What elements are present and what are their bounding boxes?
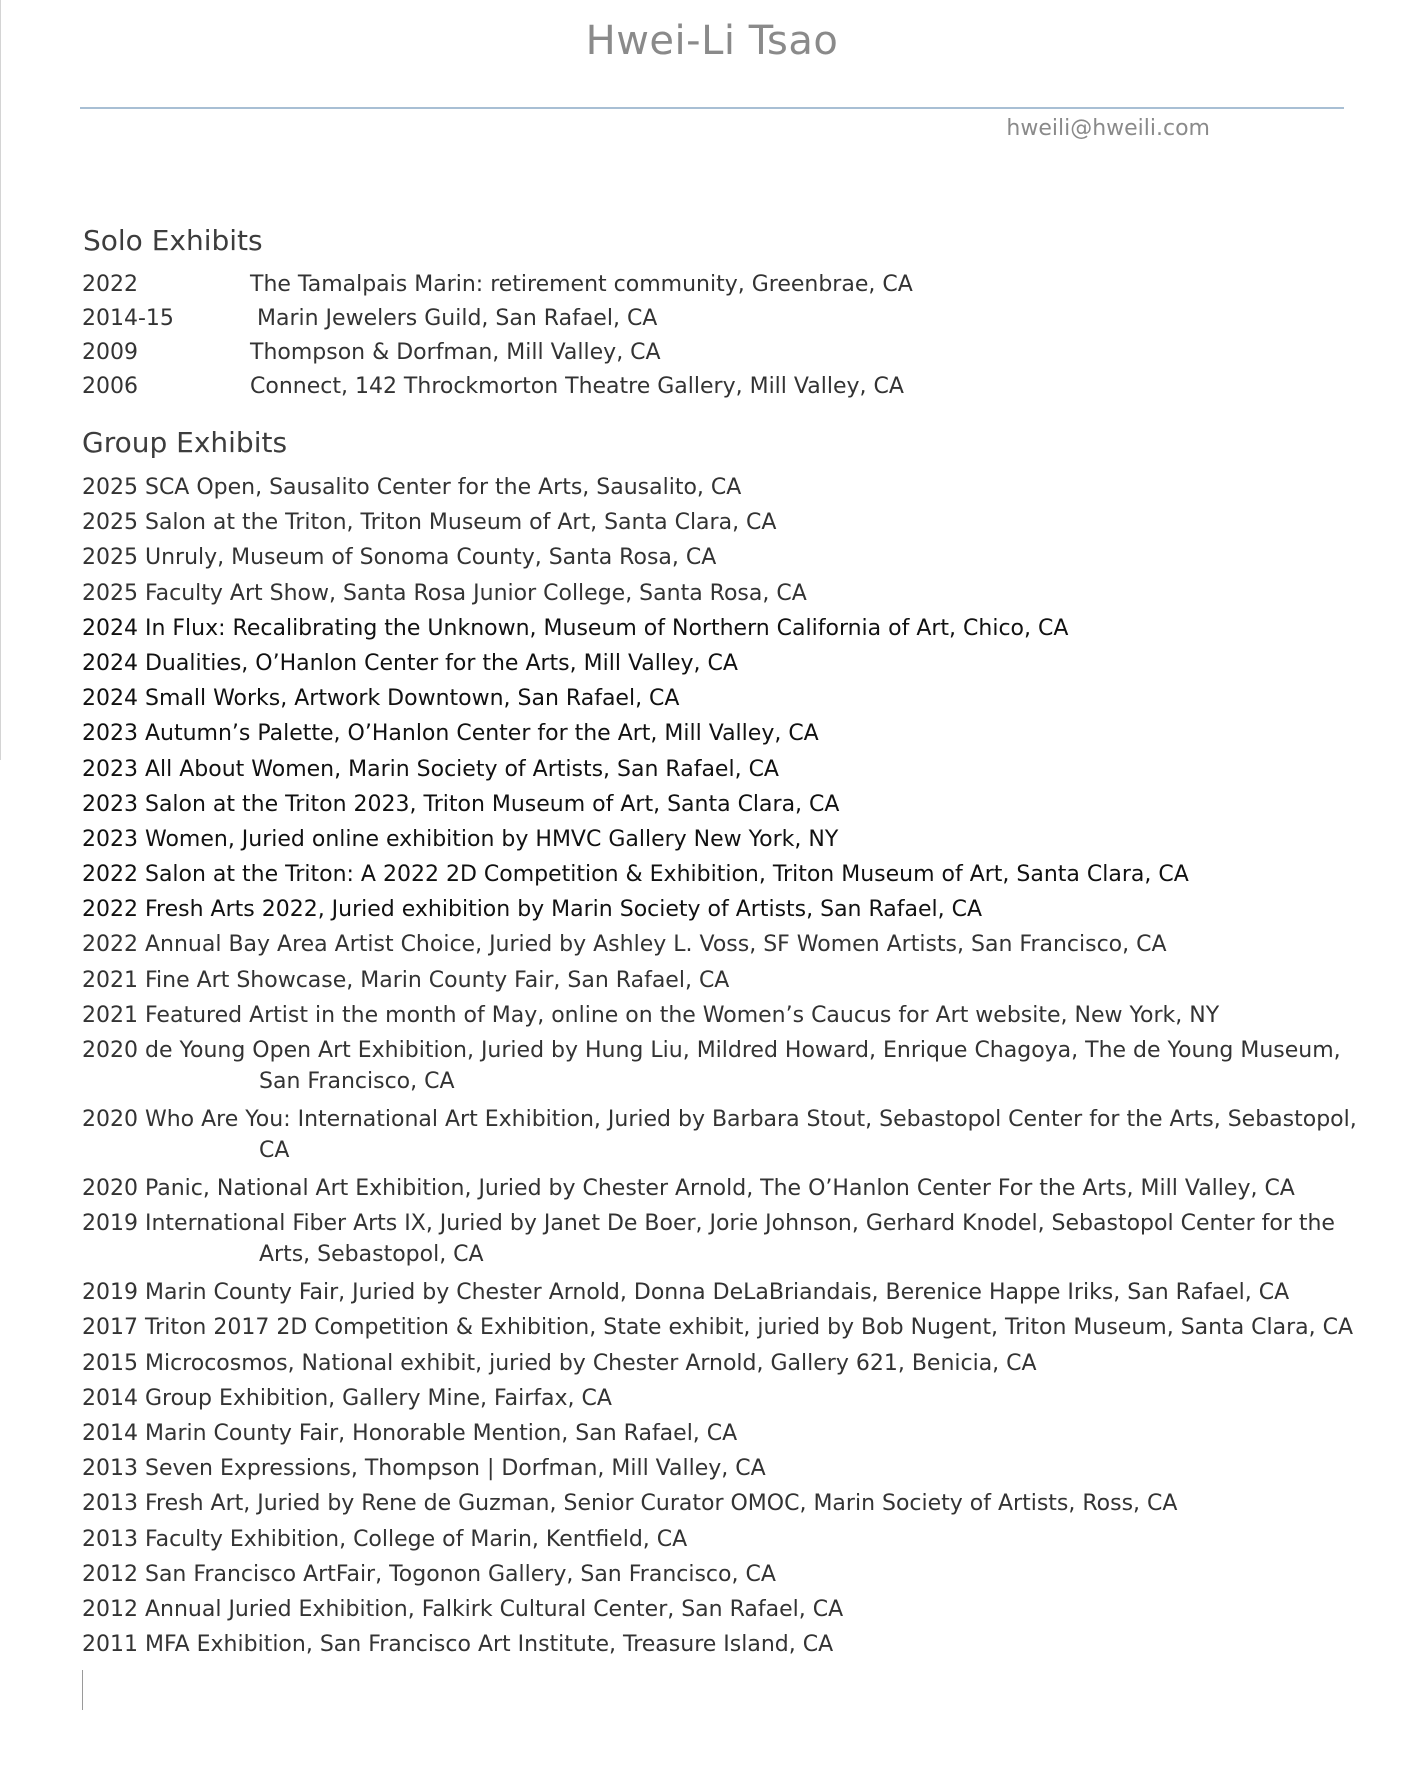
group-exhibit-row — [82, 893, 1362, 928]
group-exhibit-text: 2022 Fresh Arts 2022, Juried exhibition by Marin Society of Artists, San Rafael, CA — [82, 897, 983, 923]
solo-exhibit-year: 2022 — [82, 272, 138, 297]
group-exhibit-text: 2020 de Young Open Art Exhibition, Juried by Hung Liu, Mildred Howard, Enrique Chagoya, The de Young Museum, — [82, 1038, 1341, 1063]
group-exhibit-text: 2017 Triton 2017 2D Competition & Exhibition, State exhibit, juried by Bob Nugent, Triton Museum, Santa Clara, CA — [82, 1315, 1354, 1341]
group-exhibit-text: 2023 Salon at the Triton 2023, Triton Museum of Art, Santa Clara, CA — [82, 791, 840, 817]
group-exhibit-row — [82, 1311, 1362, 1346]
group-exhibit-row — [82, 1382, 1362, 1417]
group-exhibit-row — [82, 647, 1362, 682]
group-exhibit-text: 2020 Who Are You: International Art Exhibition, Juried by Barbara Stout, Sebastopol Center for the Arts, Sebastopol, — [82, 1107, 1357, 1132]
group-exhibits-heading: Group Exhibits — [82, 426, 288, 459]
solo-exhibit-year: 2014-15 — [82, 306, 174, 331]
group-exhibits-list — [82, 471, 1362, 1663]
group-exhibit-row — [82, 506, 1362, 541]
group-exhibit-text: 2014 Marin County Fair, Honorable Mention, San Rafael, CA — [82, 1420, 738, 1446]
group-exhibit-text: 2013 Faculty Exhibition, College of Marin, Kentfield, CA — [82, 1526, 688, 1552]
group-exhibit-text: 2019 Marin County Fair, Juried by Chester Arnold, Donna DeLaBriandais, Berenice Happe Iriks, San Rafael, CA — [82, 1280, 1290, 1306]
group-exhibit-row — [82, 788, 1362, 823]
group-exhibit-text: 2014 Group Exhibition, Gallery Mine, Fairfax, CA — [82, 1385, 612, 1411]
group-exhibit-text: 2024 Dualities, O’Hanlon Center for the Arts, Mill Valley, CA — [82, 650, 738, 676]
solo-exhibit-row — [82, 268, 1382, 302]
group-exhibit-row — [82, 541, 1362, 576]
solo-exhibit-text: Connect, 142 Throckmorton Theatre Gallery, Mill Valley, CA — [250, 374, 904, 399]
group-exhibit-text: 2023 Autumn’s Palette, O’Hanlon Center for the Art, Mill Valley, CA — [82, 721, 819, 747]
text-cursor — [82, 1670, 83, 1710]
group-exhibit-text: 2021 Fine Art Showcase, Marin County Fair, San Rafael, CA — [82, 967, 730, 993]
group-exhibit-row — [82, 717, 1362, 752]
group-exhibit-row — [82, 1593, 1362, 1628]
group-exhibit-row — [82, 858, 1362, 893]
group-exhibit-text: 2013 Fresh Art, Juried by Rene de Guzman, Senior Curator OMOC, Marin Society of Artists, Ross, CA — [82, 1491, 1178, 1517]
group-exhibit-text: 2021 Featured Artist in the month of May, online on the Women’s Caucus for Art website, New York, NY — [82, 1002, 1220, 1028]
group-exhibit-row — [82, 964, 1362, 999]
group-exhibit-text: 2025 SCA Open, Sausalito Center for the Arts, Sausalito, CA — [82, 475, 742, 500]
solo-exhibit-year: 2009 — [82, 340, 138, 365]
group-exhibit-row — [82, 999, 1362, 1034]
group-exhibit-row — [82, 1103, 1362, 1172]
group-exhibit-text: 2011 MFA Exhibition, San Francisco Art Institute, Treasure Island, CA — [82, 1632, 834, 1658]
group-exhibit-text: 2013 Seven Expressions, Thompson | Dorfman, Mill Valley, CA — [82, 1456, 766, 1482]
group-exhibit-row — [82, 577, 1362, 612]
group-exhibit-row — [82, 1452, 1362, 1487]
group-exhibit-text: 2022 Annual Bay Area Artist Choice, Juried by Ashley L. Voss, SF Women Artists, San Francisco, CA — [82, 932, 1167, 958]
group-exhibit-continuation: San Francisco, CA — [259, 1069, 455, 1094]
artist-email: hweili@hweili.com — [1006, 116, 1210, 141]
group-exhibit-row — [82, 1207, 1362, 1276]
group-exhibit-row — [82, 753, 1362, 788]
group-exhibit-row — [82, 682, 1362, 717]
artist-name-heading: Hwei-Li Tsao — [585, 18, 839, 64]
group-exhibit-continuation: CA — [259, 1138, 290, 1163]
solo-exhibit-text: Marin Jewelers Guild, San Rafael, CA — [250, 306, 658, 331]
group-exhibit-text: 2020 Panic, National Art Exhibition, Juried by Chester Arnold, The O’Hanlon Center For the Arts, Mill Valley, CA — [82, 1176, 1295, 1201]
group-exhibit-row — [82, 1558, 1362, 1593]
group-exhibit-row — [82, 612, 1362, 647]
group-exhibit-text: 2012 San Francisco ArtFair, Togonon Gallery, San Francisco, CA — [82, 1561, 776, 1587]
group-exhibit-text: 2025 Faculty Art Show, Santa Rosa Junior College, Santa Rosa, CA — [82, 580, 807, 606]
group-exhibit-row — [82, 1523, 1362, 1558]
header-divider — [80, 107, 1344, 109]
solo-exhibit-text: The Tamalpais Marin: retirement community, Greenbrae, CA — [250, 272, 913, 297]
solo-exhibit-text: Thompson & Dorfman, Mill Valley, CA — [250, 340, 661, 365]
group-exhibit-text: 2019 International Fiber Arts IX, Juried by Janet De Boer, Jorie Johnson, Gerhard Knodel, Sebastopol Center for the — [82, 1211, 1335, 1237]
group-exhibit-row — [82, 1628, 1362, 1663]
group-exhibit-text: 2015 Microcosmos, National exhibit, juried by Chester Arnold, Gallery 621, Benicia, CA — [82, 1350, 1037, 1376]
group-exhibit-row — [82, 471, 1362, 506]
group-exhibit-row — [82, 1487, 1362, 1522]
group-exhibit-text: 2025 Unruly, Museum of Sonoma County, Santa Rosa, CA — [82, 545, 717, 571]
group-exhibit-row — [82, 1417, 1362, 1452]
group-exhibit-text: 2024 Small Works, Artwork Downtown, San Rafael, CA — [82, 686, 680, 712]
group-exhibit-row — [82, 823, 1362, 858]
group-exhibit-text: 2023 Women, Juried online exhibition by HMVC Gallery New York, NY — [82, 826, 839, 852]
group-exhibit-text: 2012 Annual Juried Exhibition, Falkirk Cultural Center, San Rafael, CA — [82, 1596, 844, 1622]
group-exhibit-row — [82, 1172, 1362, 1207]
solo-exhibit-row — [82, 370, 1382, 404]
solo-exhibit-year: 2006 — [82, 374, 138, 399]
group-exhibit-text: 2025 Salon at the Triton, Triton Museum of Art, Santa Clara, CA — [82, 510, 777, 536]
group-exhibit-row — [82, 928, 1362, 963]
group-exhibit-row — [82, 1276, 1362, 1311]
group-exhibit-row — [82, 1034, 1362, 1103]
solo-exhibits-list — [82, 268, 1382, 404]
solo-exhibit-row — [82, 302, 1382, 336]
group-exhibit-row — [82, 1347, 1362, 1382]
group-exhibit-text: 2023 All About Women, Marin Society of Artists, San Rafael, CA — [82, 756, 779, 782]
group-exhibit-text: 2024 In Flux: Recalibrating the Unknown, Museum of Northern California of Art, Chico, CA — [82, 615, 1069, 641]
solo-exhibit-row — [82, 336, 1382, 370]
solo-exhibits-heading: Solo Exhibits — [83, 224, 263, 257]
group-exhibit-continuation: Arts, Sebastopol, CA — [259, 1242, 484, 1268]
group-exhibit-text: 2022 Salon at the Triton: A 2022 2D Competition & Exhibition, Triton Museum of Art, Santa Clara, CA — [82, 862, 1189, 888]
